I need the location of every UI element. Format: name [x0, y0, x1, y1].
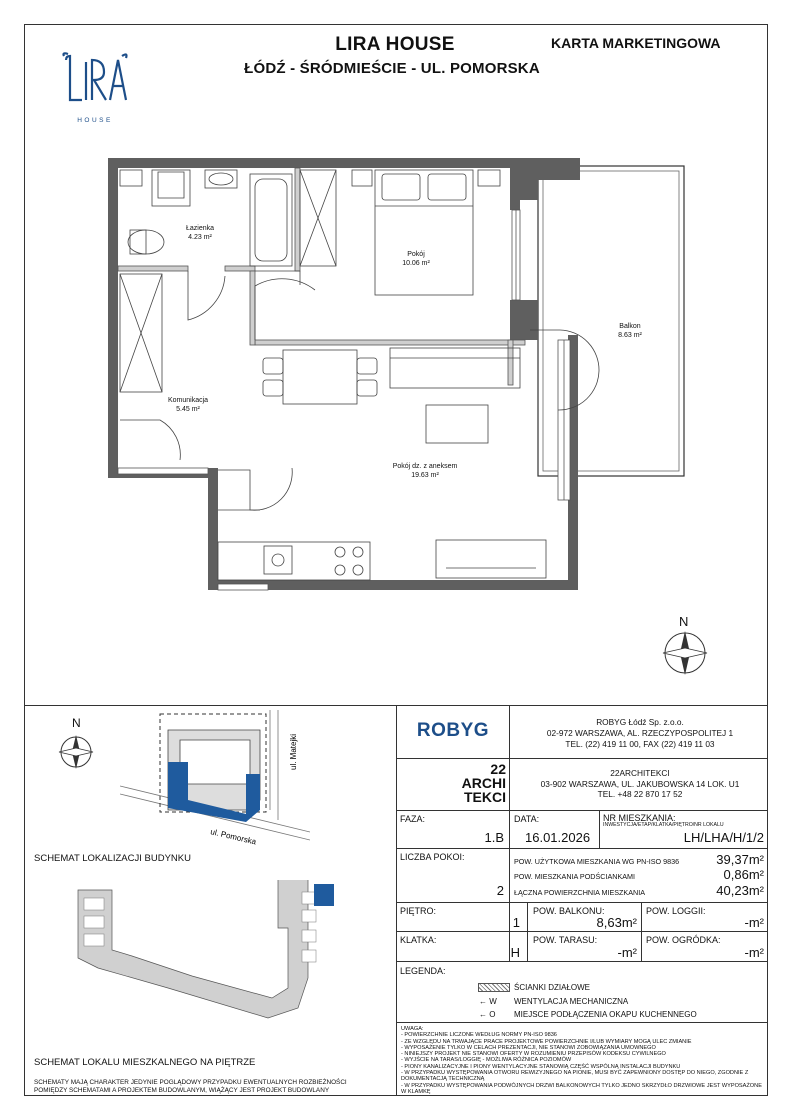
room-living-label [375, 462, 475, 480]
pow-uzytkowa-value: 39,37m² [716, 852, 764, 867]
pow-podskos-label: POW. MIESZKANIA PODŚCIANKAMI [514, 872, 636, 881]
data-label: DATA: [514, 814, 540, 824]
floor-plan [100, 150, 700, 600]
architect-logo-line-2: ARCHI [461, 775, 506, 791]
architect-info [512, 768, 768, 800]
taras-label: POW. TARASU: [533, 935, 598, 945]
legend-item-walls: ŚCIANKI DZIAŁOWE [514, 983, 591, 992]
notes-line: - POWIERZCHNIE LICZONE WEDŁUG NORMY PN-ISO 9836 [401, 1032, 557, 1039]
pow-uzytkowa-label: POW. UŻYTKOWA MIESZKANIA WG PN-ISO 9836 [514, 857, 680, 866]
pokoje-label: LICZBA POKOI: [400, 852, 465, 862]
card-title: KARTA MARKETINGOWA [551, 35, 721, 51]
faza-value: 1.B [484, 830, 504, 845]
robyg-logo: ROBYG [416, 720, 490, 741]
loggia-value: -m² [744, 915, 764, 930]
developer-phone: TEL. (22) 419 11 00, FAX (22) 419 11 03 [565, 739, 715, 749]
notes-line: - NINIEJSZY PROJEKT NIE STANOWI OFERTY W ROZUMIENIU PRZEPISÓW KODEKSU CYWILNEGO [401, 1051, 666, 1058]
legend-symbol-w: W [489, 997, 497, 1006]
street-pomorska: ul. Pomorska [209, 827, 258, 847]
kitchen-unit [218, 510, 370, 580]
pietro-label: PIĘTRO: [400, 906, 437, 916]
architect-logo [440, 762, 506, 804]
ogrodek-label: POW. OGRÓDKA: [646, 935, 721, 945]
pow-podskos-value: 0,86m² [723, 867, 764, 882]
schema-disclaimer: SCHEMATY MAJĄ CHARAKTER JEDYNIE POGLĄDOWY PRZYPADKU EWENTUALNYCH ROZBIEŻNOŚCI POMIĘDZY SCHEMATAMI A PROJEKTEM BUDOWLANYM, WIĄŻĄCY JEST PROJEKT BUDOWLANY [34, 1079, 347, 1094]
nr-sub-label: INWESTYCJA/ETAP/KLATKA/PIĘTRO/NR LOKALU [603, 822, 724, 828]
faza-label: FAZA: [400, 814, 426, 824]
compass-n-label: N [72, 716, 81, 730]
room-balcony-label [598, 322, 662, 340]
bathroom-fixtures [120, 170, 336, 266]
divider-center [396, 705, 397, 1096]
logo [60, 52, 130, 126]
ogrodek-value: -m² [744, 945, 764, 960]
compass-main [660, 614, 710, 676]
pietro-value: 1 [512, 915, 520, 930]
room-area: 10.06 m² [402, 260, 430, 267]
architect-phone: TEL. +48 22 870 17 52 [597, 789, 683, 799]
page-title: LIRA HOUSE [335, 34, 455, 55]
floor-schema [70, 880, 360, 1040]
taras-value: -m² [617, 945, 637, 960]
room-name: Pokój dz. z aneksem [392, 463, 458, 470]
notes-title: UWAGA: [401, 1026, 424, 1032]
legend-title: LEGENDA: [400, 966, 446, 976]
schema-building-label: SCHEMAT LOKALIZACJI BUDYNKU [34, 853, 191, 864]
room-area: 19.63 m² [411, 472, 439, 479]
legend-vent-symbol [479, 997, 497, 1006]
architect-name: 22ARCHITEKCI [610, 768, 670, 778]
room-hallway-label [155, 396, 221, 414]
page-subtitle: ŁÓDŹ - ŚRÓDMIEŚCIE - UL. POMORSKA [244, 60, 540, 77]
legend-hatch-swatch [478, 983, 510, 992]
nr-value: LH/LHA/H/1/2 [683, 830, 764, 845]
developer-name: ROBYG Łódź Sp. z.o.o. [596, 717, 684, 727]
room-name: Pokój [407, 251, 425, 258]
legend-symbol-o: O [489, 1010, 496, 1019]
legend-hood-symbol [479, 1010, 495, 1019]
architect-logo-line-1: 22 [490, 761, 506, 777]
loggia-label: POW. LOGGII: [646, 906, 706, 916]
balkon-value: 8,63m² [596, 915, 637, 930]
notes-block [401, 1026, 763, 1095]
legend-item-hood: MIEJSCE PODŁĄCZENIA OKAPU KUCHENNEGO [514, 1010, 697, 1019]
compass-icon [56, 732, 96, 772]
room-name: Komunikacja [167, 397, 209, 404]
klatka-label: KLATKA: [400, 935, 437, 945]
room-area: 4.23 m² [188, 234, 212, 241]
compass-small [56, 716, 96, 776]
architect-logo-line-3: TEKCI [464, 789, 506, 805]
notes-line: - W PRZYPADKU WYSTĘPOWANIA PODWÓJNYCH DRZWI BALKONOWYCH TYLKO JEDNO SKRZYDŁO DRZWIOWE JEST WYPOSAŻONE W KLAMKĘ [401, 1082, 762, 1095]
room-area: 8.63 m² [618, 332, 642, 339]
legend-item-vent: WENTYLACJA MECHANICZNA [514, 997, 629, 1006]
room-name: Balkon [619, 323, 641, 330]
developer-info [512, 717, 768, 750]
nr-label: NR MIESZKANIA: [603, 813, 676, 823]
notes-line: - WYJŚCIE NA TARAS/LOGGIĘ - MOŻLIWA RÓŻNICA POZIOMÓW [401, 1057, 572, 1064]
room-bedroom-label [386, 250, 446, 268]
notes-line: - WYPOSAŻENIE TYLKO W CELACH PREZENTACJI, NIE STANOWI ZOBOWIĄZANIA UMOWNEGO [401, 1044, 656, 1051]
site-map [120, 710, 310, 850]
room-name: Łazienka [185, 225, 215, 232]
partitions [118, 168, 525, 385]
room-bathroom-label [170, 224, 230, 242]
schema-floor-label: SCHEMAT LOKALU MIESZKALNEGO NA PIĘTRZE [34, 1057, 256, 1068]
notes-line: - ZE WZGLĘDU NA TRWAJĄCE PRACE PROJEKTOWE POWIERZCHNIE I/LUB WYMIARY MOGĄ ULEC ZMIANIE [401, 1038, 692, 1045]
bedroom-furniture [352, 170, 500, 295]
notes-line: - PIONY KANALIZACYJNE I PIONY WENTYLACYJNE STANOWIĄ CZĘŚĆ WSPÓLNĄ INSTALACJI BUDYNKU [401, 1063, 681, 1070]
developer-address: 02-972 WARSZAWA, AL. RZECZYPOSPOLITEJ 1 [546, 728, 734, 738]
data-value: 16.01.2026 [525, 830, 591, 845]
compass-n-label: N [679, 614, 689, 629]
notes-line: - W PRZYPADKU WYSTĘPOWANIA OTWORU REWIZYJNEGO NA PIONIE, MUSI BYĆ ZAPEWNIONY DOSTĘP DO NIEGO, ZGODNIE Z DOKUMENTACJĄ TECHNICZNĄ [401, 1070, 749, 1083]
balkon-label: POW. BALKONU: [533, 906, 605, 916]
corridor-wardrobe [120, 274, 162, 392]
pow-laczna-value: 40,23m² [716, 883, 764, 898]
compass-icon [660, 628, 710, 678]
pow-laczna-label: ŁĄCZNA POWIERZCHNIA MIESZKANIA [514, 888, 645, 897]
pokoje-value: 2 [496, 883, 504, 898]
klatka-value: H [510, 945, 520, 960]
architect-address: 03-902 WARSZAWA, UL. JAKUBOWSKA 14 LOK. U1 [540, 778, 740, 789]
arrow-left-icon: ← [479, 1010, 487, 1019]
arrow-left-icon: ← [479, 997, 487, 1006]
street-matejki: ul. Matejki [289, 733, 298, 770]
room-area: 5.45 m² [176, 406, 200, 413]
logo-sub-text: HOUSE [77, 117, 113, 124]
